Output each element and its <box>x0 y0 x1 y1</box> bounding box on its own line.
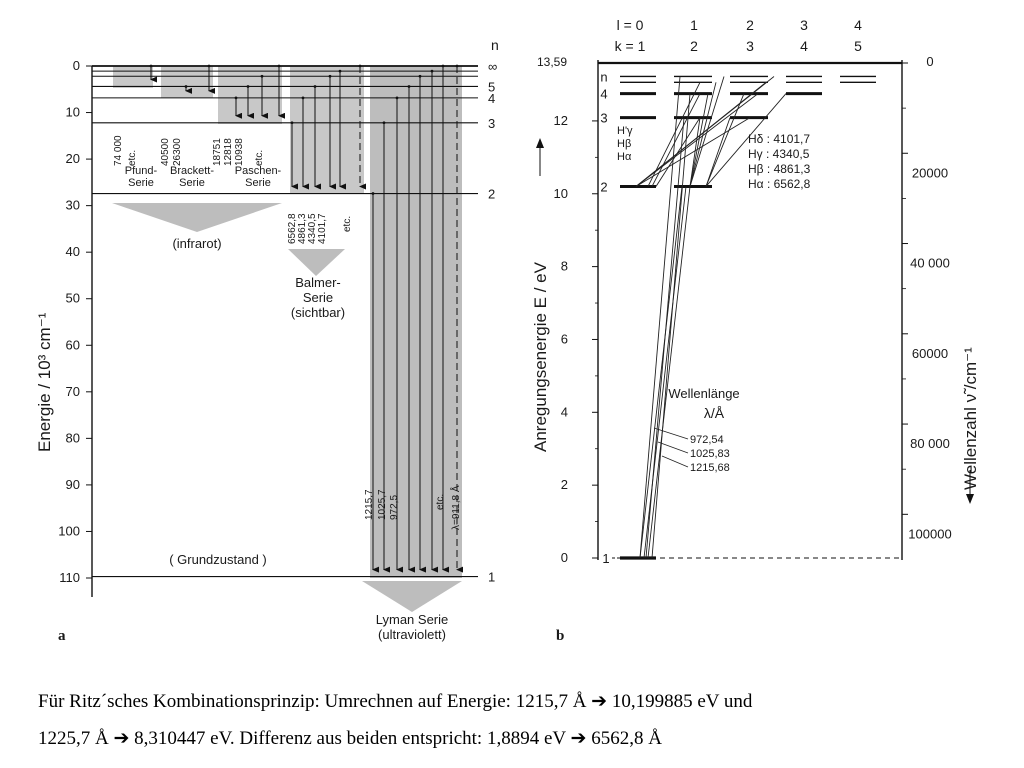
wavelength-label: etc. <box>342 215 353 232</box>
lyman-wavelength-label: 1215,68 <box>690 462 730 474</box>
energy-axis-label: Energie / 10³ cm⁻¹ <box>35 312 54 452</box>
wavenumber-tick-label: 60000 <box>911 345 949 361</box>
l-quantum-number: 4 <box>854 17 862 33</box>
k-quantum-number: k = 1 <box>614 38 646 54</box>
level-n-label: 4 <box>488 90 496 106</box>
y-tick-label: 20 <box>65 151 80 167</box>
y-tick-label: 90 <box>65 476 80 492</box>
caption <box>38 683 998 757</box>
level-n-label: 3 <box>488 115 496 131</box>
ev-tick-label: 10 <box>553 185 568 201</box>
wavelength-label: 4101,7 <box>317 213 328 244</box>
wavelength-label: etc. <box>435 493 446 510</box>
series-name: Paschen-Serie <box>234 165 282 189</box>
wavenumber-axis-label: Wellenzahl ν̃ /cm⁻¹ <box>961 347 980 490</box>
balmer-line-label: Hγ : 4340,5 <box>748 147 810 161</box>
balmer-left-label: Hβ <box>617 138 632 150</box>
y-tick-label: 30 <box>65 197 80 213</box>
y-tick-label: 10 <box>65 104 80 120</box>
y-tick-label: 110 <box>59 570 80 585</box>
ev-tick-label: 6 <box>560 331 568 347</box>
wavelength-label: 972,5 <box>389 494 400 520</box>
level-n-label: 2 <box>488 186 496 202</box>
y-tick-label: 50 <box>65 290 80 306</box>
series-name: Balmer-Serie (sichtbar) <box>290 275 346 320</box>
wavelength-label: 10938 <box>234 138 245 166</box>
series-name: Lyman Serie (ultraviolett) <box>375 612 449 642</box>
wavelength-title: Wellenlänge <box>668 386 740 401</box>
wavenumber-tick-label: 100000 <box>908 526 952 542</box>
k-quantum-number: 4 <box>800 38 808 54</box>
wavelength-label: 1215,7 <box>364 489 375 520</box>
wavelength-label: etc. <box>127 149 138 166</box>
ev-tick-label: 2 <box>560 477 568 493</box>
level-n-label: 5 <box>488 79 496 95</box>
l-quantum-number: 3 <box>800 17 808 33</box>
series-name: Pfund-Serie <box>124 165 158 189</box>
level-n-label: ∞ <box>488 59 498 74</box>
grundzustand-label: ( Grundzustand ) <box>169 552 267 567</box>
balmer-left-label: Hα <box>617 151 632 163</box>
balmer-line-label: Hδ : 4101,7 <box>748 132 811 146</box>
wavenumber-tick-label: 20000 <box>911 165 949 181</box>
ev-tick-label: 12 <box>553 112 568 128</box>
level-label: 1 <box>602 551 610 566</box>
wavelength-label: 4861,3 <box>297 213 308 244</box>
balmer-line-label: Hβ : 4861,3 <box>748 162 811 176</box>
wavelength-label: 74 000 <box>113 135 124 166</box>
ev-tick-label: 8 <box>560 258 568 274</box>
l-quantum-number: 2 <box>746 17 754 33</box>
l-quantum-number: l = 0 <box>616 17 644 33</box>
wavelength-label: 4340,5 <box>307 213 318 244</box>
lyman-wavelength-label: 972,54 <box>690 434 724 446</box>
top-energy-value: 13,59 <box>536 55 568 69</box>
wavelength-label: 26300 <box>172 138 183 166</box>
wavelength-label: 6562,8 <box>287 213 298 244</box>
l-quantum-number: 1 <box>690 17 698 33</box>
infrarot-label: (infrarot) <box>172 236 222 251</box>
wavelength-label: 12818 <box>223 138 234 166</box>
n-header: n <box>491 37 499 53</box>
wavelength-label: 1025,7 <box>377 489 388 520</box>
wavenumber-tick-label: 80 000 <box>910 436 950 452</box>
panel-label-a: a <box>58 628 66 644</box>
wavenumber-tick-label: 40 000 <box>910 255 950 271</box>
wavenumber-tick-label: 0 <box>926 54 934 69</box>
ev-tick-label: 0 <box>560 550 568 565</box>
wavelength-label: etc. <box>254 149 265 166</box>
balmer-left-label: H'γ <box>617 125 633 137</box>
level-label: 3 <box>600 110 608 126</box>
y-tick-label: 70 <box>65 383 80 399</box>
caption-line-1: Für Ritz´sches Kombinationsprinzip: Umrechnen auf Energie: 1215,7 Å ➔ 10,199885 eV und <box>38 691 753 712</box>
energy-ev-axis-label: Anregungsenergie E / eV <box>531 262 550 452</box>
wavelength-label: 18751 <box>212 138 223 166</box>
series-name: Brackett-Serie <box>169 165 215 189</box>
level-label: n <box>600 69 608 85</box>
y-tick-label: 60 <box>65 337 80 353</box>
panel-label-b: b <box>556 628 565 644</box>
level-label: 4 <box>600 86 608 102</box>
balmer-line-label: Hα : 6562,8 <box>748 177 811 191</box>
wavelength-label: λ=911,8 Å <box>451 485 462 530</box>
caption-line-2: 1225,7 Å ➔ 8,310447 eV. Differenz aus beiden entspricht: 1,8894 eV ➔ 6562,8 Å <box>38 728 662 749</box>
y-tick-label: 40 <box>65 244 80 260</box>
k-quantum-number: 5 <box>854 38 862 54</box>
y-tick-label: 80 <box>65 430 80 446</box>
level-label: 2 <box>600 179 608 195</box>
wavelength-unit: λ/Å <box>703 405 725 421</box>
k-quantum-number: 2 <box>690 38 698 54</box>
y-tick-label: 100 <box>58 523 80 539</box>
level-n-label: 1 <box>488 569 496 585</box>
lyman-wavelength-label: 1025,83 <box>690 448 730 460</box>
k-quantum-number: 3 <box>746 38 754 54</box>
wavelength-label: 40500 <box>160 138 171 166</box>
ev-tick-label: 4 <box>560 404 568 420</box>
y-tick-label: 0 <box>72 58 80 73</box>
